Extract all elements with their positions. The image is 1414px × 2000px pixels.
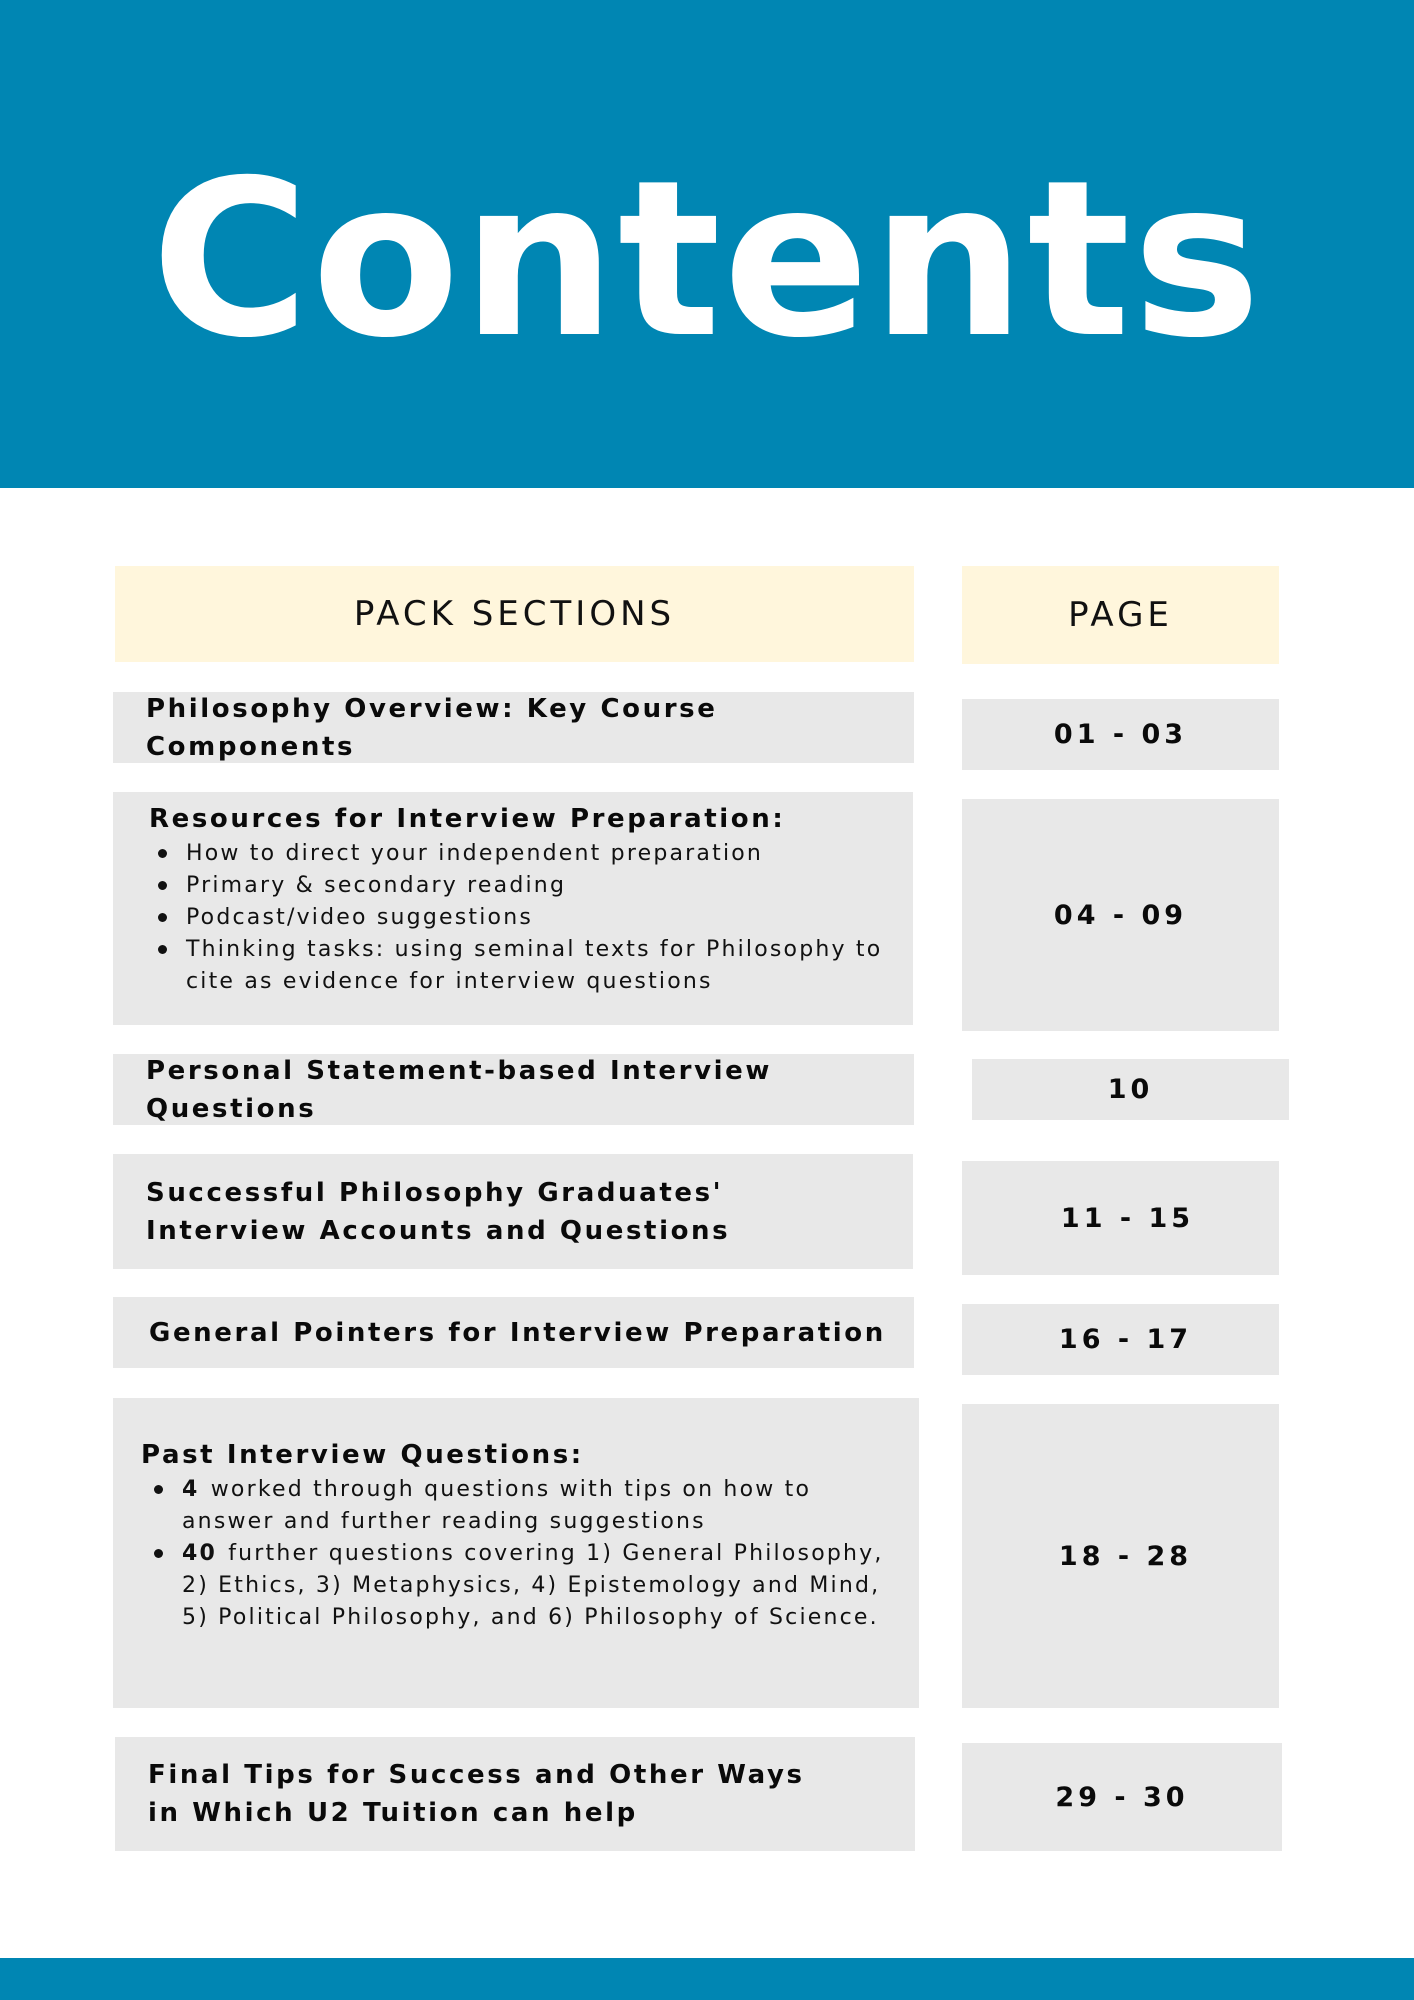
section-title: Personal Statement-based Interview Questions [146,1055,772,1124]
section-row [113,1054,914,1125]
section-row [113,792,913,1025]
section-title: Philosophy Overview: Key Course Components [146,693,718,762]
page-range: 10 [972,1059,1289,1120]
bullet-item: Thinking tasks: using seminal texts for Philosophy to cite as evidence for interview questions [186,934,901,998]
page-range: 18 - 28 [962,1404,1279,1708]
page-header: PAGE [962,566,1279,664]
bullet-count: 4 [182,1477,200,1502]
bullet-text: worked through questions with tips on how to answer and further reading suggestions [182,1477,812,1534]
bullet-count: 40 [182,1541,218,1566]
page-range: 16 - 17 [962,1304,1279,1375]
section-row [113,1297,914,1368]
footer-bar [0,1958,1414,2000]
section-title: Final Tips for Success and Other Ways in Which U2 Tuition can help [148,1760,805,1828]
section-title: General Pointers for Interview Preparation [149,1317,886,1348]
section-row [113,1398,919,1708]
section-title: Past Interview Questions: [141,1440,584,1470]
bullet-item [182,1538,897,1634]
page-range: 04 - 09 [962,799,1279,1031]
page-title: Contents [150,134,1264,385]
bullet-item [182,1474,897,1538]
page-range: 01 - 03 [962,699,1279,770]
sections-header: PACK SECTIONS [115,566,914,662]
bullet-list [141,1474,897,1634]
section-title: Successful Philosophy Graduates' Interview Accounts and Questions [146,1177,731,1246]
bullet-text: further questions covering 1) General Philosophy, 2) Ethics, 3) Metaphysics, 4) Epistemology and Mind, 5) Political Philosophy, and 6) Philosophy of Science. [182,1541,884,1630]
section-row [115,1737,915,1851]
bullet-item: How to direct your independent preparation [186,838,901,870]
bullet-item: Primary & secondary reading [186,870,901,902]
bullet-item: Podcast/video suggestions [186,902,901,934]
section-title: Resources for Interview Preparation: [149,804,786,834]
page-range: 11 - 15 [962,1161,1279,1275]
section-row [113,1154,913,1269]
section-row [113,692,914,763]
bullet-list [146,838,901,998]
page-range: 29 - 30 [962,1743,1282,1851]
